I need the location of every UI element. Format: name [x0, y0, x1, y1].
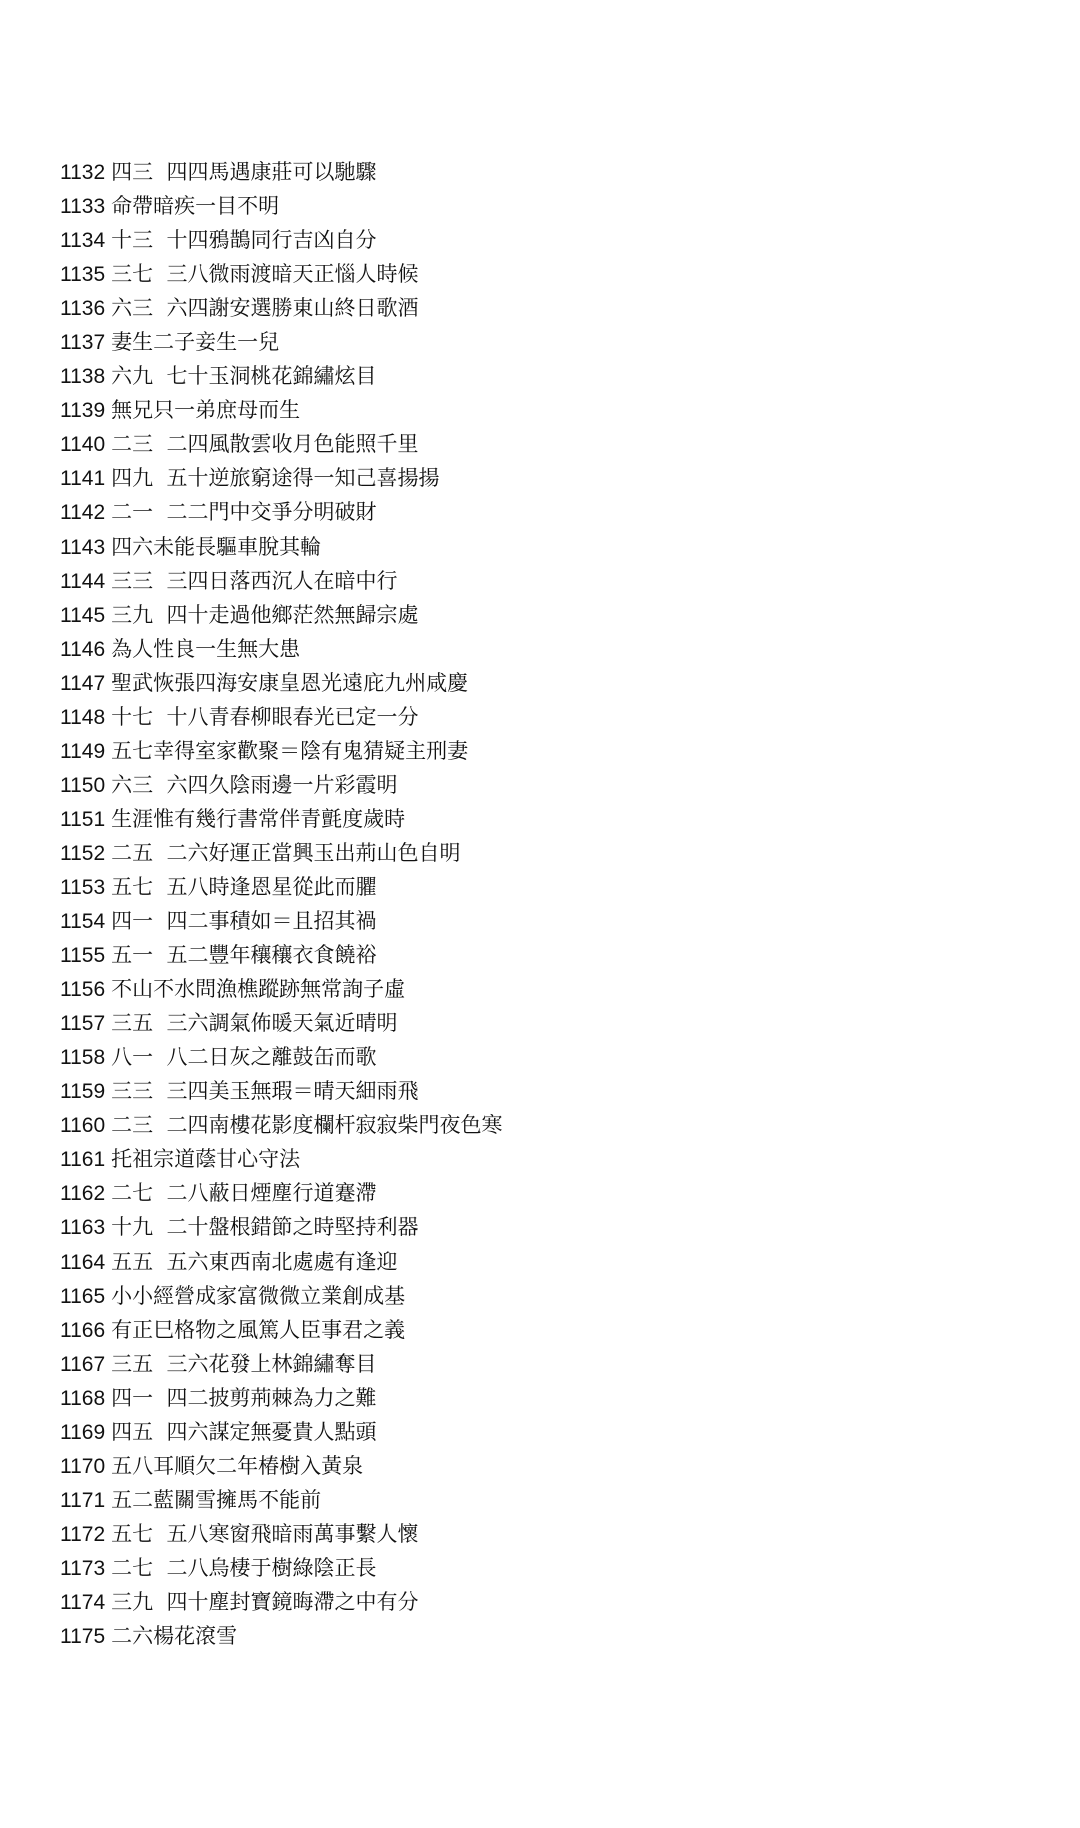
list-item — [60, 1347, 503, 1381]
entry-number: 1151 — [60, 807, 106, 831]
entry-text: 聖武恢張四海安康皇恩光遠庇九州咸慶 — [111, 670, 469, 695]
entry-number: 1167 — [60, 1352, 106, 1376]
list-item — [60, 1108, 503, 1142]
list-item — [60, 972, 503, 1006]
entry-text: 四九 五十逆旅窮途得一知己喜揚揚 — [111, 466, 440, 491]
list-item — [60, 1551, 503, 1585]
entry-text: 二六楊花滾雪 — [111, 1624, 238, 1649]
list-item — [60, 495, 503, 529]
entry-number: 1158 — [60, 1046, 106, 1070]
entry-number: 1162 — [60, 1182, 106, 1206]
list-item — [60, 461, 503, 495]
entry-number: 1144 — [60, 569, 106, 593]
list-item — [60, 904, 503, 938]
entry-number: 1140 — [60, 433, 106, 457]
list-item — [60, 257, 503, 291]
entry-number: 1149 — [60, 739, 106, 763]
list-item — [60, 427, 503, 461]
entry-number: 1164 — [60, 1250, 106, 1274]
entry-text: 二一 二二門中交爭分明破財 — [111, 500, 377, 525]
list-item — [60, 938, 503, 972]
entry-number: 1171 — [60, 1488, 106, 1512]
entry-number: 1153 — [60, 875, 106, 899]
list-item — [60, 359, 503, 393]
list-item — [60, 768, 503, 802]
list-item — [60, 1040, 503, 1074]
list-item — [60, 1074, 503, 1108]
list-item — [60, 189, 503, 223]
entry-text: 三七 三八微雨渡暗天正惱人時候 — [111, 262, 419, 287]
entry-text: 妻生二子妾生一兒 — [111, 330, 280, 355]
entry-text: 四一 四二披剪荊棘為力之難 — [111, 1385, 377, 1410]
entry-text: 無兄只一弟庶母而生 — [111, 398, 301, 423]
entry-text: 二五 二六好運正當興玉出荊山色自明 — [111, 840, 461, 865]
entry-text: 三五 三六花發上林錦繡奪目 — [111, 1351, 377, 1376]
entry-text: 二七 二八蔽日煙塵行道蹇滯 — [111, 1181, 377, 1206]
list-item — [60, 564, 503, 598]
entry-text: 三五 三六調氣佈暖天氣近晴明 — [111, 1011, 398, 1036]
list-item — [60, 1006, 503, 1040]
list-item — [60, 530, 503, 564]
entry-number: 1143 — [60, 535, 106, 559]
entry-number: 1172 — [60, 1522, 106, 1546]
entry-number: 1174 — [60, 1590, 106, 1614]
entry-text: 四三 四四馬遇康莊可以馳驟 — [111, 160, 377, 184]
entry-text: 不山不水問漁樵蹤跡無常詢子虛 — [111, 977, 406, 1002]
list-item — [60, 1619, 503, 1653]
entry-number: 1134 — [60, 229, 106, 253]
entry-number: 1166 — [60, 1318, 106, 1342]
entry-number: 1154 — [60, 910, 106, 934]
list-item — [60, 802, 503, 836]
entry-text: 五一 五二豐年穰穰衣食饒裕 — [111, 943, 377, 968]
entry-number: 1136 — [60, 297, 106, 321]
entry-text: 三九 四十走過他鄉茫然無歸宗處 — [111, 602, 419, 627]
entry-text: 四五 四六謀定無憂貴人點頭 — [111, 1419, 377, 1444]
entry-text: 十九 二十盤根錯節之時堅持利器 — [111, 1215, 419, 1240]
entry-number: 1173 — [60, 1556, 106, 1580]
list-item — [60, 1415, 503, 1449]
list-item — [60, 1313, 503, 1347]
entry-text: 八一 八二日灰之離鼓缶而歌 — [111, 1045, 377, 1070]
entry-number: 1133 — [60, 195, 106, 219]
entry-number: 1157 — [60, 1012, 106, 1036]
entry-number: 1135 — [60, 263, 106, 287]
entry-text: 五七 五八時逢恩星從此而臞 — [111, 874, 377, 899]
list-item — [60, 393, 503, 427]
list-item — [60, 223, 503, 257]
list-item — [60, 870, 503, 904]
entry-number: 1139 — [60, 399, 106, 423]
list-item — [60, 1279, 503, 1313]
list-item — [60, 1176, 503, 1210]
entry-number: 1175 — [60, 1625, 106, 1649]
entry-text: 為人性良一生無大患 — [111, 636, 301, 661]
list-item — [60, 1449, 503, 1483]
list-item — [60, 666, 503, 700]
entry-number: 1160 — [60, 1114, 106, 1138]
entry-text: 二三 二四風散雲收月色能照千里 — [111, 432, 419, 457]
entry-number: 1170 — [60, 1454, 106, 1478]
entry-text: 有正巳格物之風篤人臣事君之義 — [111, 1317, 406, 1342]
entry-number: 1145 — [60, 603, 106, 627]
entry-text: 十三 十四鴉鵲同行吉凶自分 — [111, 228, 377, 253]
entry-text: 托祖宗道蔭甘心守法 — [111, 1147, 301, 1172]
entry-text: 六九 七十玉洞桃花錦繡炫目 — [111, 364, 377, 389]
entry-text: 十七 十八青春柳眼春光已定一分 — [111, 704, 419, 729]
entry-text: 三三 三四日落西沉人在暗中行 — [111, 568, 398, 593]
list-item — [60, 632, 503, 666]
entry-number: 1141 — [60, 467, 106, 491]
list-item — [60, 734, 503, 768]
list-item — [60, 1585, 503, 1619]
entry-number: 1150 — [60, 773, 106, 797]
entry-text: 三三 三四美玉無瑕＝晴天細雨飛 — [111, 1079, 419, 1104]
entry-number: 1146 — [60, 637, 106, 661]
entry-number: 1163 — [60, 1216, 106, 1240]
entry-number: 1152 — [60, 841, 106, 865]
list-item — [60, 1483, 503, 1517]
entry-list — [60, 155, 503, 1653]
entry-number: 1148 — [60, 705, 106, 729]
entry-text: 命帶暗疾一目不明 — [111, 194, 280, 219]
list-item — [60, 836, 503, 870]
entry-text: 五七幸得室家歡聚＝陰有鬼猜疑主刑妻 — [111, 738, 469, 763]
entry-number: 1156 — [60, 978, 106, 1002]
list-item — [60, 1245, 503, 1279]
entry-number: 1168 — [60, 1386, 106, 1410]
entry-text: 二三 二四南樓花影度欄杆寂寂柴門夜色寒 — [111, 1113, 503, 1138]
entry-number: 1137 — [60, 331, 106, 355]
entry-number: 1138 — [60, 365, 106, 389]
list-item — [60, 1517, 503, 1551]
entry-number: 1161 — [60, 1148, 106, 1172]
entry-number: 1147 — [60, 671, 106, 695]
list-item — [60, 1381, 503, 1415]
entry-text: 二七 二八烏棲于樹綠陰正長 — [111, 1555, 377, 1580]
entry-number: 1142 — [60, 501, 106, 525]
list-item — [60, 155, 503, 189]
entry-text: 六三 六四謝安選勝東山終日歌酒 — [111, 296, 419, 321]
entry-text: 五八耳順欠二年椿樹入黃泉 — [111, 1453, 364, 1478]
entry-text: 五二藍關雪擁馬不能前 — [111, 1487, 322, 1512]
list-item — [60, 325, 503, 359]
entry-text: 四六未能長驅車脫其輪 — [111, 534, 322, 559]
list-item — [60, 1142, 503, 1176]
entry-text: 五七 五八寒窗飛暗雨萬事繫人懷 — [111, 1521, 419, 1546]
list-item — [60, 598, 503, 632]
entry-text: 四一 四二事積如＝且招其禍 — [111, 909, 377, 934]
entry-number: 1132 — [60, 161, 106, 184]
list-item — [60, 700, 503, 734]
entry-number: 1155 — [60, 944, 106, 968]
entry-number: 1165 — [60, 1284, 106, 1308]
entry-text: 三九 四十塵封寶鏡晦滯之中有分 — [111, 1589, 419, 1614]
entry-text: 生涯惟有幾行書常伴青氈度歲時 — [111, 806, 406, 831]
entry-number: 1159 — [60, 1080, 106, 1104]
entry-text: 六三 六四久陰雨邊一片彩霞明 — [111, 772, 398, 797]
entry-text: 五五 五六東西南北處處有逢迎 — [111, 1249, 398, 1274]
list-item — [60, 291, 503, 325]
entry-number: 1169 — [60, 1420, 106, 1444]
list-item — [60, 1210, 503, 1244]
entry-text: 小小經營成家富微微立業創成基 — [111, 1283, 406, 1308]
